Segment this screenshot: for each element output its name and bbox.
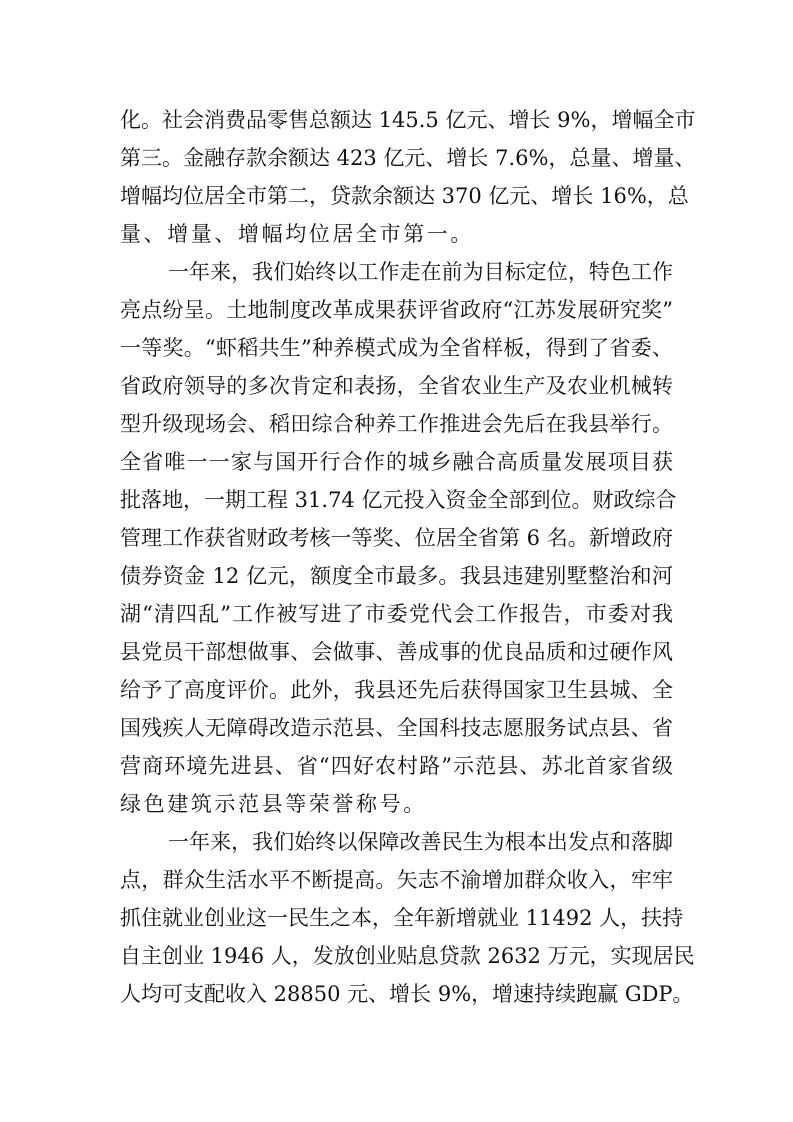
- text-line: 给予了高度评价。此外，我县还先后获得国家卫生县城、全: [120, 678, 673, 702]
- text-line: 债券资金 12 亿元，额度全市最多。我县违建别墅整治和河: [120, 564, 673, 588]
- text-line: 亮点纷呈。土地制度改革成果获评省政府“江苏发展研究奖”: [120, 298, 673, 322]
- text-line: 抓住就业创业这一民生之本，全年新增就业 11492 人，扶持: [120, 906, 684, 930]
- text-line: 人均可支配收入 28850 元、增长 9%，增速持续跑赢 GDP。: [120, 982, 694, 1006]
- text-line: 增幅均位居全市第二，贷款余额达 370 亿元、增长 16%，总: [120, 184, 689, 208]
- document-page: [120, 101, 696, 1013]
- text-line: 管理工作获省财政考核一等奖、位居全省第 6 名。新增政府: [120, 526, 673, 550]
- text-line: 全省唯一一家与国开行合作的城乡融合高质量发展项目获: [120, 450, 673, 474]
- text-line: 第三。金融存款余额达 423 亿元、增长 7.6%，总量、增量、: [120, 146, 696, 170]
- text-line: 一年来，我们始终以工作走在前为目标定位，特色工作: [168, 260, 673, 284]
- text-line: 量、增量、增幅均位居全市第一。: [120, 222, 474, 246]
- text-line: 化。社会消费品零售总额达 145.5 亿元、增长 9%，增幅全市: [120, 108, 696, 132]
- text-line: 点，群众生活水平不断提高。矢志不渝增加群众收入，牢牢: [120, 868, 673, 892]
- text-line: 湖“清四乱”工作被写进了市委党代会工作报告，市委对我: [120, 602, 673, 626]
- text-line: 批落地，一期工程 31.74 亿元投入资金全部到位。财政综合: [120, 488, 677, 512]
- text-line: 省政府领导的多次肯定和表扬，全省农业生产及农业机械转: [120, 374, 673, 398]
- text-line: 型升级现场会、稻田综合种养工作推进会先后在我县举行。: [120, 412, 673, 436]
- text-line: 国残疾人无障碍改造示范县、全国科技志愿服务试点县、省: [120, 716, 673, 740]
- text-line: 县党员干部想做事、会做事、善成事的优良品质和过硬作风: [120, 640, 673, 664]
- text-line: 一等奖。“虾稻共生”种养模式成为全省样板，得到了省委、: [120, 336, 673, 360]
- text-line: 营商环境先进县、省“四好农村路”示范县、苏北首家省级: [120, 754, 673, 778]
- text-line: 绿色建筑示范县等荣誉称号。: [120, 792, 427, 816]
- text-line: 自主创业 1946 人，发放创业贴息贷款 2632 万元，实现居民: [120, 944, 695, 968]
- text-line: 一年来，我们始终以保障改善民生为根本出发点和落脚: [168, 830, 673, 854]
